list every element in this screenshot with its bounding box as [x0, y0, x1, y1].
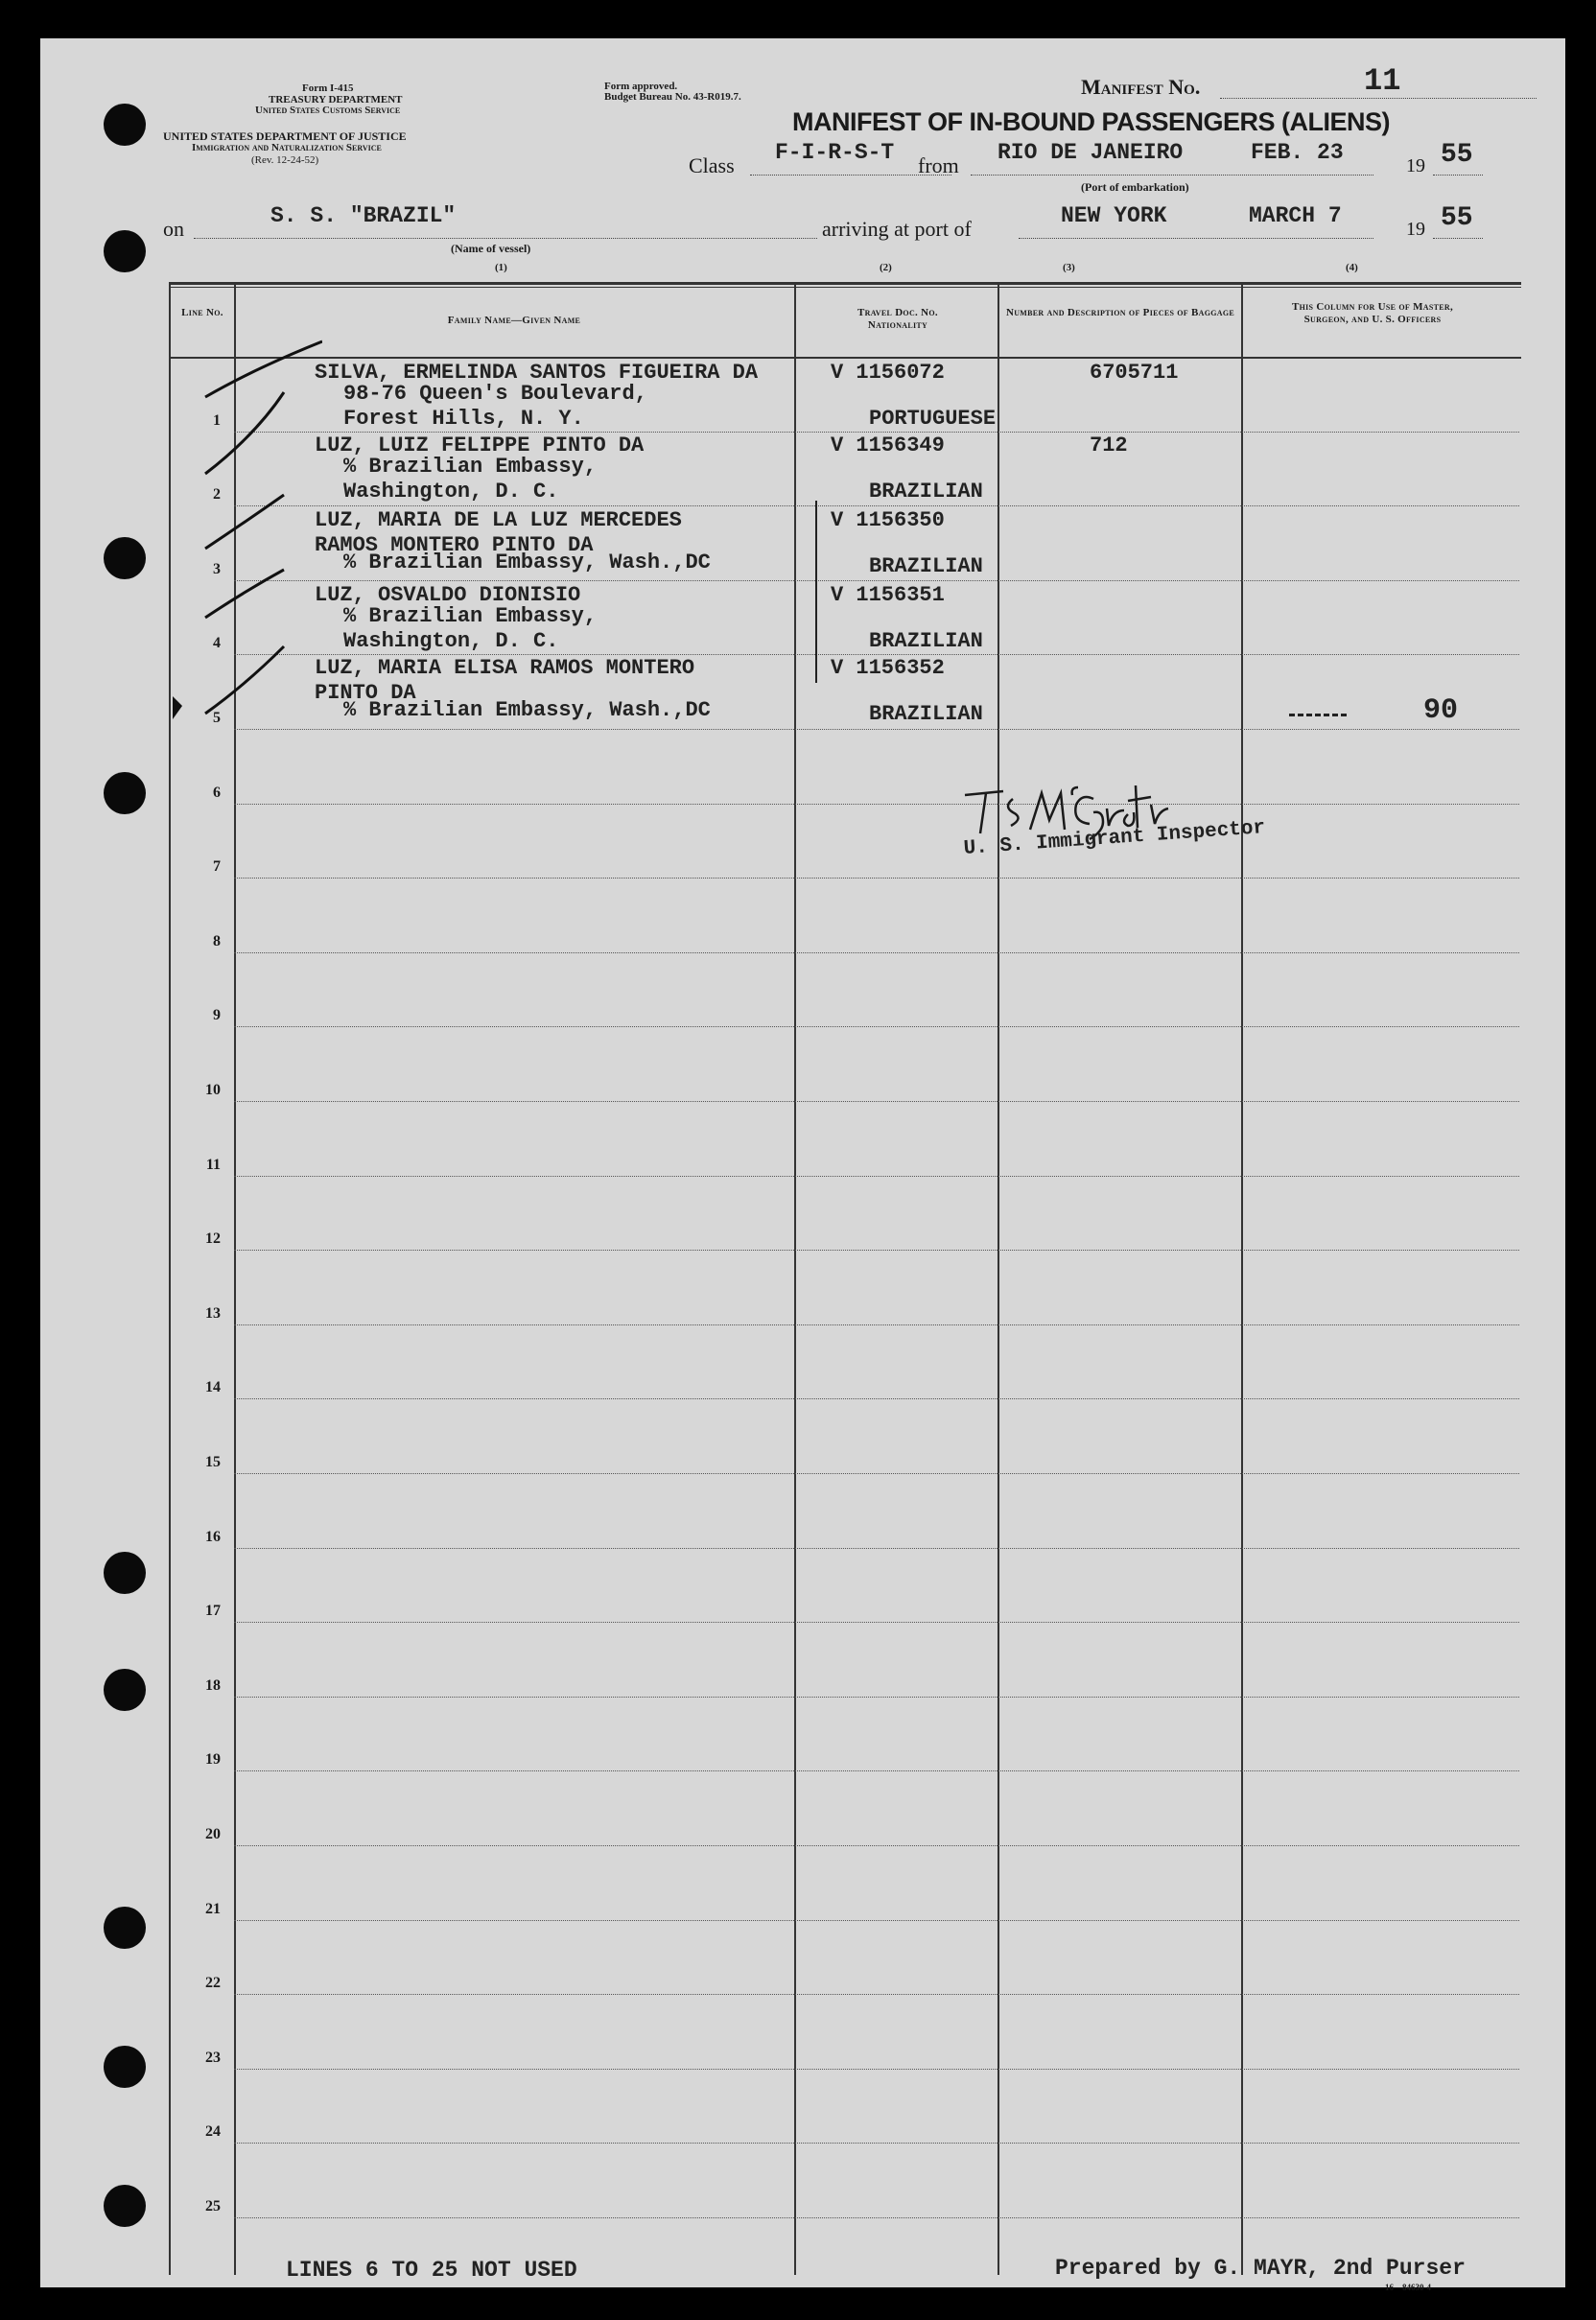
- arrival-date: MARCH 7: [1249, 203, 1342, 228]
- year-prefix-arrival: 19: [1406, 219, 1425, 240]
- travel-doc-number: V 1156352: [831, 656, 945, 680]
- line-number: 4: [213, 635, 221, 652]
- row-rule: [234, 2069, 1519, 2070]
- embarkation-year: 55: [1441, 140, 1473, 170]
- col-num-2: (2): [880, 262, 892, 273]
- dept-justice: UNITED STATES DEPARTMENT OF JUSTICE: [163, 129, 407, 143]
- nationality: BRAZILIAN: [869, 480, 983, 504]
- line-number: 12: [205, 1230, 221, 1248]
- row-rule: [234, 1622, 1519, 1623]
- passenger-address: % Brazilian Embassy, Washington, D. C.: [343, 604, 598, 653]
- punch-hole: [104, 2185, 146, 2227]
- footer-code: 16—84630-4: [1385, 2283, 1431, 2292]
- row-rule: [234, 1473, 1519, 1474]
- row-rule: [234, 1548, 1519, 1549]
- nationality: BRAZILIAN: [869, 554, 983, 578]
- vessel-name: S. S. "BRAZIL": [270, 203, 457, 228]
- line-number: 7: [213, 858, 221, 876]
- passenger-address: % Brazilian Embassy, Washington, D. C.: [343, 455, 598, 504]
- line-number: 24: [205, 2123, 221, 2141]
- vessel-caption: (Name of vessel): [451, 242, 531, 255]
- row-rule: [234, 1398, 1519, 1399]
- dept-treasury: TREASURY DEPARTMENT: [269, 94, 403, 105]
- line-number: 18: [205, 1676, 221, 1694]
- row-rule: [234, 2143, 1519, 2144]
- row-rule: [234, 952, 1519, 953]
- line-number: 25: [205, 2198, 221, 2215]
- manifest-title: MANIFEST OF IN-BOUND PASSENGERS (ALIENS): [792, 107, 1391, 136]
- passenger-name: LUZ, LUIZ FELIPPE PINTO DA: [315, 434, 645, 457]
- passenger-address: % Brazilian Embassy, Wash.,DC: [343, 698, 711, 722]
- punch-hole: [104, 104, 146, 146]
- on-label: on: [163, 217, 184, 241]
- check-marks: [169, 282, 322, 781]
- line-number: 11: [205, 1156, 221, 1173]
- arriving-label: arriving at port of: [822, 217, 972, 241]
- form-approved: Form approved.: [604, 81, 678, 92]
- officer-mark: 90: [1423, 694, 1459, 727]
- row-rule: [234, 729, 1519, 730]
- col-num-3: (3): [1063, 262, 1075, 273]
- line-number: 2: [213, 486, 221, 504]
- line-number: 23: [205, 2049, 221, 2066]
- row-rule: [234, 1845, 1519, 1846]
- line-number: 10: [205, 1082, 221, 1098]
- col-num-1: (1): [495, 262, 507, 273]
- class-value: F-I-R-S-T: [775, 140, 895, 165]
- row-rule: [234, 878, 1519, 879]
- nationality: BRAZILIAN: [869, 629, 983, 653]
- row-rule: [234, 804, 1519, 805]
- nationality: PORTUGUESE: [869, 407, 997, 431]
- manifest-number: 11: [1364, 63, 1401, 99]
- arrival-year: 55: [1441, 203, 1473, 233]
- row-rule: [234, 1101, 1519, 1102]
- line-number: 8: [213, 932, 221, 949]
- footer-lines-not-used: LINES 6 TO 25 NOT USED: [286, 2258, 577, 2283]
- row-rule: [234, 505, 1519, 506]
- header-baggage: Number and Description of Pieces of Baggage: [1005, 307, 1235, 318]
- row-rule: [234, 1176, 1519, 1177]
- port-embark-caption: (Port of embarkation): [1081, 180, 1189, 194]
- year-prefix: 19: [1406, 155, 1425, 176]
- passenger-name: LUZ, MARIA ELISA RAMOS MONTERO PINTO DA: [315, 656, 695, 705]
- budget-bureau: Budget Bureau No. 43-R019.7.: [604, 91, 741, 103]
- header-line-no: Line No.: [181, 307, 223, 318]
- line-number: 17: [205, 1603, 221, 1620]
- nationality: BRAZILIAN: [869, 702, 983, 726]
- line-number: 5: [213, 710, 221, 726]
- footer-prepared-by: Prepared by G. MAYR, 2nd Purser: [1055, 2256, 1466, 2281]
- form-number: Form I-415: [302, 82, 354, 94]
- passenger-name: LUZ, MARIA DE LA LUZ MERCEDES RAMOS MONTERO PINTO DA: [315, 508, 682, 557]
- header-name: Family Name—Given Name: [447, 315, 581, 326]
- line-number: 9: [213, 1007, 221, 1024]
- header-travel-doc: Travel Doc. No. Nationality: [857, 307, 938, 331]
- punch-hole: [104, 230, 146, 272]
- manifest-no-label: Manifest No.: [1081, 75, 1201, 99]
- row-rule: [234, 1994, 1519, 1995]
- row-rule: [234, 2217, 1519, 2218]
- punch-hole: [104, 1907, 146, 1949]
- travel-doc-number: V 1156350: [831, 508, 945, 532]
- punch-hole: [104, 772, 146, 814]
- port-of-arrival: NEW YORK: [1061, 203, 1167, 228]
- travel-doc-number: V 1156351: [831, 583, 945, 607]
- line-number: 13: [205, 1304, 221, 1322]
- manifest-page: [40, 38, 1565, 2292]
- punch-hole: [104, 2046, 146, 2088]
- line-number: 21: [205, 1900, 221, 1917]
- row-rule: [234, 580, 1519, 581]
- passenger-name: SILVA, ERMELINDA SANTOS FIGUEIRA DA: [315, 361, 759, 385]
- passenger-name: LUZ, OSVALDO DIONISIO: [315, 583, 581, 607]
- class-label: Class: [689, 153, 735, 177]
- passenger-table: [169, 282, 1521, 2292]
- row-rule: [234, 1250, 1519, 1251]
- line-number: 6: [213, 784, 221, 801]
- row-rule: [234, 1770, 1519, 1771]
- embarkation-date: FEB. 23: [1251, 140, 1344, 165]
- baggage-count: 6705711: [1090, 361, 1179, 385]
- line-number: 3: [213, 560, 221, 577]
- row-rule: [234, 1920, 1519, 1921]
- dept-ins: Immigration and Naturalization Service: [192, 142, 382, 153]
- travel-doc-number: V 1156072: [831, 361, 945, 385]
- header-officers: This Column for Use of Master, Surgeon, and U. S. Officers: [1291, 301, 1453, 325]
- line-number: 1: [213, 411, 221, 429]
- line-number: 14: [205, 1379, 221, 1396]
- passenger-address: % Brazilian Embassy, Wash.,DC: [343, 551, 711, 574]
- line-number: 16: [205, 1528, 221, 1545]
- line-number: 15: [205, 1454, 221, 1470]
- row-rule: [234, 1697, 1519, 1698]
- from-label: from: [918, 153, 959, 177]
- col-num-4: (4): [1346, 262, 1358, 273]
- travel-doc-number: V 1156349: [831, 434, 945, 457]
- punch-hole: [104, 537, 146, 579]
- punch-hole: [104, 1552, 146, 1594]
- row-rule: [234, 1324, 1519, 1325]
- passenger-address: 98-76 Queen's Boulevard, Forest Hills, N. Y.: [343, 382, 647, 431]
- officer-dash: [1289, 714, 1347, 716]
- line-number: 20: [205, 1826, 221, 1842]
- form-revision: (Rev. 12-24-52): [251, 154, 319, 166]
- inspector-title: U. S. Immigrant Inspector: [963, 817, 1266, 860]
- baggage-count: 712: [1090, 434, 1128, 457]
- row-rule: [234, 1026, 1519, 1027]
- port-of-embarkation: RIO DE JANEIRO: [998, 140, 1184, 165]
- punch-hole: [104, 1669, 146, 1711]
- line-number: 22: [205, 1975, 221, 1992]
- dept-customs: United States Customs Service: [255, 105, 401, 116]
- line-number: 19: [205, 1751, 221, 1769]
